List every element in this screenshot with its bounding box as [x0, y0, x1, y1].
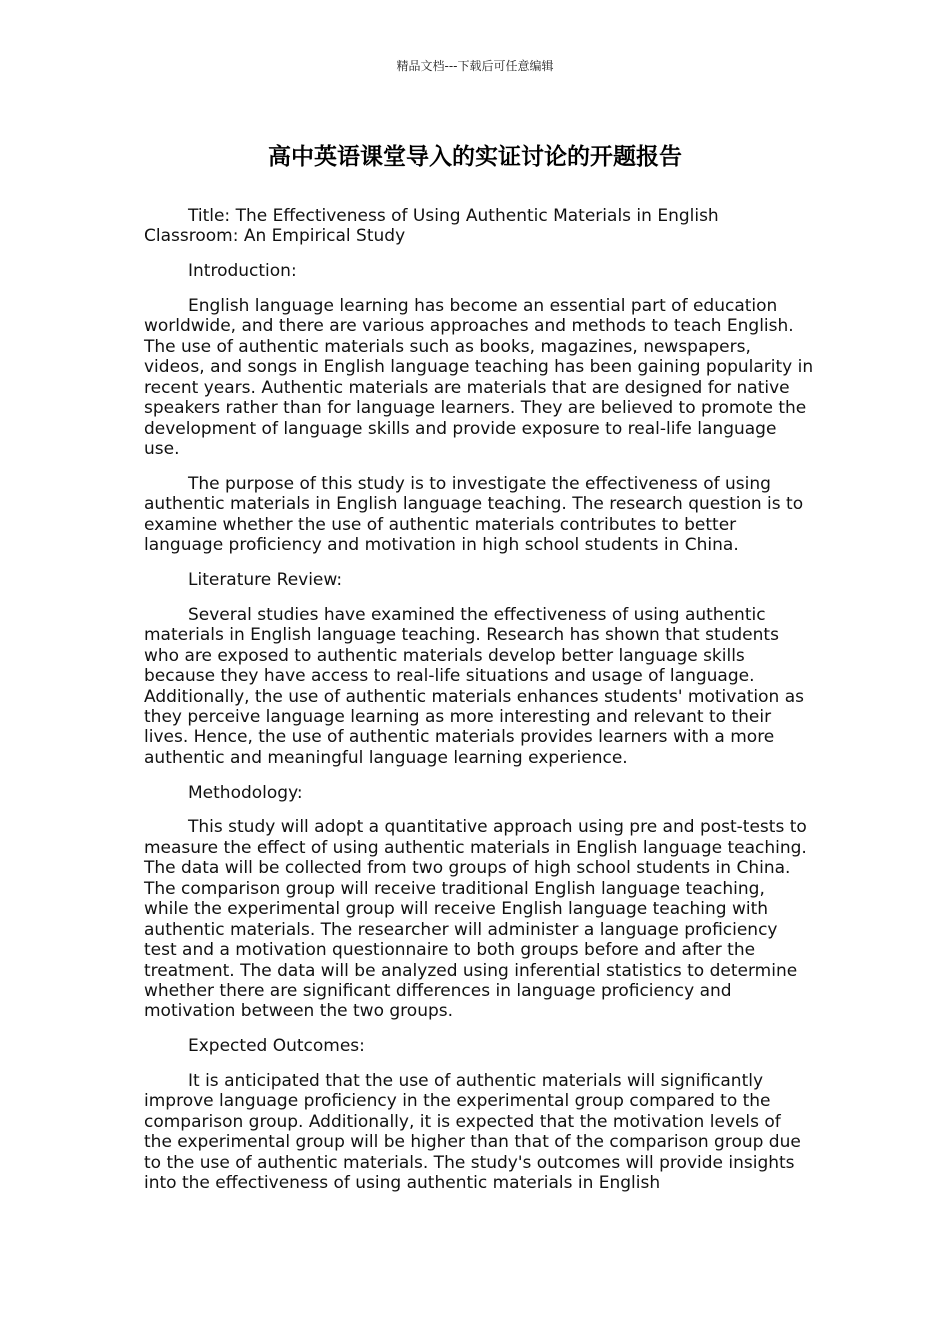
header-note: 精品文档---下载后可任意编辑: [396, 59, 554, 73]
heading-literature-review: Literature Review:: [188, 569, 343, 590]
paragraph-introduction: English language learning has become an essential part of education worldwide, and there are various approaches and methods to teach English. The use of authentic materials such as books, magazines, newspapers, videos, and songs in English language teaching has been gaining popularity in recent years. Authentic materials are materials that are designed for native speakers rather than for language learners. They are believed to promote the development of language skills and provide exposure to real-life language use.: [144, 295, 814, 460]
paragraph-study-title: Title: The Effectiveness of Using Authentic Materials in English Classroom: An Empirical Study: [144, 206, 719, 247]
document-body: [144, 206, 814, 1208]
heading-expected-outcomes: Expected Outcomes:: [188, 1036, 365, 1057]
document-title: 高中英语课堂导入的实证讨论的开题报告: [268, 144, 682, 170]
heading-introduction: Introduction:: [188, 261, 297, 282]
paragraph-methodology: This study will adopt a quantitative approach using pre and post-tests to measure the effect of using authentic materials in English language teaching. The data will be collected from two groups of high school students in China. The comparison group will receive traditional English language teaching, while the experimental group will receive English language teaching with authentic materials. The researcher will administer a language proficiency test and a motivation questionnaire to both groups before and after the treatment. The data will be analyzed using inferential statistics to determine whether there are significant differences in language proficiency and motivation between the two groups.: [144, 817, 807, 1022]
paragraph-literature-review: Several studies have examined the effectiveness of using authentic materials in English language teaching. Research has shown that students who are exposed to authentic materials develop better language skills because they have access to real-life situations and usage of language. Additionally, the use of authentic materials enhances students' motivation as they perceive language learning as more interesting and relevant to their lives. Hence, the use of authentic materials provides learners with a more authentic and meaningful language learning experience.: [144, 604, 804, 768]
heading-methodology: Methodology:: [188, 782, 303, 803]
paragraph-purpose: The purpose of this study is to investigate the effectiveness of using authentic materials in English language teaching. The research question is to examine whether the use of authentic materials contributes to better language proficiency and motivation in high school students in China.: [144, 473, 804, 556]
paragraph-expected-outcomes: It is anticipated that the use of authentic materials will significantly improve language proficiency in the experimental group compared to the comparison group. Additionally, it is expected that the motivation levels of the experimental group will be higher than that of the comparison group due to the use of authentic materials. The study's outcomes will provide insights into the effectiveness of using authentic materials in English: [144, 1070, 801, 1194]
